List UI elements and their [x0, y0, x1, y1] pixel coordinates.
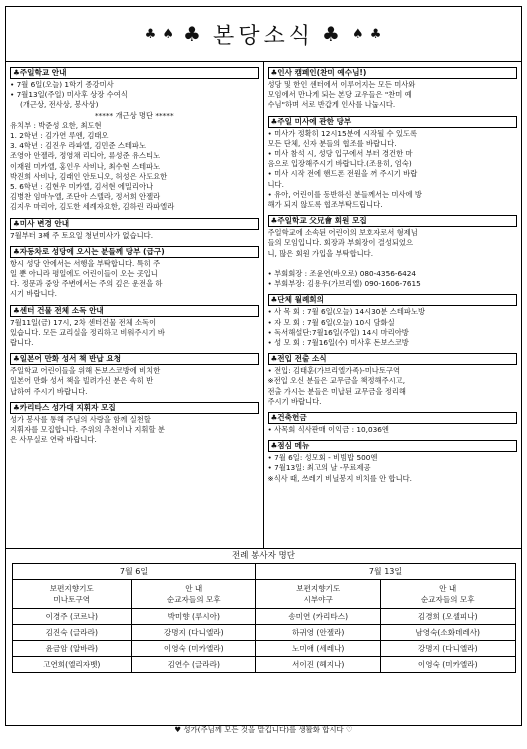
section-line: (개근상, 전사상, 봉사상) [20, 100, 99, 110]
news-columns [6, 61, 521, 548]
volunteer-date-1: 7월 6일 [12, 564, 256, 580]
section-line: 일 뿐 아니라 평일에도 어린이들이 오는 곳입니 [10, 269, 158, 279]
section-events [268, 294, 518, 351]
volunteer-header-line: 안 내 [185, 584, 203, 593]
section-title: ♣일본어 만화 성서 책 반납 요청 [10, 353, 259, 365]
section-line: 유치부 : 박준성 요한, 최도현 [10, 120, 102, 130]
section-spacer [10, 348, 259, 351]
right-column [264, 62, 522, 548]
left-column [6, 62, 264, 548]
title-club-icon: ♣ [183, 22, 205, 46]
bulletin-title [6, 7, 521, 61]
section-line: • 미사가 정확히 12시15분에 시작될 수 있도록 [267, 128, 418, 138]
section-title: ♣점심 메뉴 [268, 440, 518, 452]
section-spacer [10, 241, 259, 244]
volunteer-cell: 강명지 (다니엘라) [132, 625, 256, 641]
footer-slogan: ♥ 성가(주님께 모든 것을 맡깁니다)를 생활화 합시다 ♡ [174, 725, 353, 734]
section-title: ♣주일학교 안내 [10, 67, 259, 79]
section-line: 들의 모임입니다. 회장과 부회장이 결성되었으 [267, 238, 414, 248]
volunteer-header-line: 보편지향기도 [296, 584, 341, 593]
section-title: ♣주일 미사에 관한 당부 [268, 116, 518, 128]
section-sunday-mass [268, 116, 518, 214]
volunteer-row [12, 657, 515, 673]
volunteer-cell: 윤금암 (알바라) [12, 641, 132, 657]
volunteer-cell: 이경주 (코르나) [12, 609, 132, 625]
section-line: • 7월 6일(오늘) 1학기 종강미사 [10, 80, 114, 89]
section-line: 일본어 만화 성서 책을 빌려가신 분은 속히 반 [10, 376, 154, 386]
section-line: ※전입 오신 분들은 교무금을 책정해주시고, [267, 376, 406, 386]
section-bible [10, 353, 259, 400]
section-line: 시기 바랍니다. [10, 289, 57, 299]
section-joseph [268, 215, 518, 292]
volunteer-header-line: 미나토구역 [53, 595, 91, 604]
section-spacer [10, 445, 259, 448]
section-line: 이재원 미카엘, 홍인우 사비나, 최수현 스테파노 [10, 161, 161, 171]
section-spacer [268, 210, 518, 213]
section-line: 5. 6학년 : 김현우 미카엘, 김서현 에밀리아나 [10, 182, 154, 192]
section-line: 니다. [267, 179, 284, 189]
volunteer-list-title: 전례 봉사자 명단 [6, 548, 521, 563]
section-title: ♣주일학교 父兄會 회원 모집 [268, 215, 518, 227]
section-caritas [10, 402, 259, 449]
section-line: ***** 개근상 명단 ***** [94, 110, 174, 120]
section-line: • 7월13일(주일) 미사후 상장 수여식 [10, 90, 128, 100]
title-decoration-right: ♠ ♣ [351, 26, 383, 42]
volunteer-cell: 이영숙 (미카엘라) [380, 657, 515, 673]
section-line: • 독서해설단:7월16일(주일) 14시 마리아방 [267, 327, 409, 337]
section-line: 7월11일(금) 17시, 2차 센터건물 전체 소독이 [10, 317, 157, 327]
section-line: 니, 많은 회원 가입을 부탁합니다. [267, 248, 374, 258]
section-meal [268, 440, 518, 487]
section-line: 은 사무실로 연락 바랍니다. [10, 435, 97, 445]
section-line: 성당 및 한인 센터에서 이루어지는 모든 미사와 [267, 80, 416, 89]
volunteer-cell: 하귀영 (안젤라) [256, 625, 380, 641]
section-line: 수님"하며 서로 반갑게 인사를 나눕시다. [267, 100, 396, 110]
section-obituary [268, 353, 518, 410]
section-parking [10, 246, 259, 303]
section-line: • 사 목 회 : 7월 6일(오늘) 14시30분 스테파노방 [267, 307, 426, 317]
section-line: 주시기 바랍니다. [267, 396, 322, 406]
section-line: 다. 정문과 중앙 주변에서는 주의 깊은 운전을 하 [10, 279, 163, 289]
section-line: 3. 4학년 : 김진우 라파엘, 김민준 스테파노 [10, 141, 147, 151]
volunteer-header-cell [12, 580, 132, 609]
section-spacer [268, 435, 518, 438]
volunteer-header-cell [380, 580, 515, 609]
section-line: • 미사 참석 시, 성당 입구에서 부터 경건한 마 [267, 149, 413, 159]
section-title: ♣건축헌금 [268, 412, 518, 424]
section-line: 7월부터 3째 주 토요일 청년미사가 없습니다. [10, 230, 154, 240]
section-title: ♣인사 캠페인(찬미 예수님!) [268, 67, 518, 79]
volunteer-cell: 노미애 (세레나) [256, 641, 380, 657]
section-line: • 전입: 김태훈(가브리엘가족)-미나토구역 [267, 366, 401, 376]
section-spacer [10, 397, 259, 400]
section-line: 김지우 마리아, 김도한 세례자요한, 김하린 라파엘라 [10, 202, 175, 212]
section-spacer [10, 300, 259, 303]
volunteer-cell: 남영숙(소화데레사) [380, 625, 515, 641]
volunteer-cell: 박미향 (루시아) [132, 609, 256, 625]
title-text: 본당소식 [212, 23, 314, 49]
section-donation [268, 412, 518, 438]
section-title: ♣센터 건물 전체 소독 안내 [10, 305, 259, 317]
section-spacer [268, 348, 518, 351]
section-line: 납하여 주시기 바랍니다. [10, 386, 88, 396]
section-line: • 부회회장 : 조윤연(바오로) 080-4356-6424 [267, 269, 417, 279]
section-line: • 7월 6일: 성모회 - 비빔밥 500엔 [267, 453, 378, 463]
section-line [268, 259, 518, 269]
volunteer-header-line: 순교자들의 모후 [420, 595, 475, 604]
title-decoration-left: ♣ ♠ [144, 26, 176, 42]
volunteer-cell: 서이진 (헤지나) [256, 657, 380, 673]
section-title: ♣단체 월례회의 [268, 294, 518, 306]
section-line: 지휘자를 모집합니다. 주위의 추천이나 지휘할 분 [10, 425, 165, 435]
section-spacer [268, 484, 518, 487]
section-mass-change [10, 218, 259, 244]
volunteer-header-line: 시부야구 [303, 595, 333, 604]
section-spacer [268, 407, 518, 410]
section-title: ♣카리타스 성가대 지휘자 모집 [10, 402, 259, 414]
volunteer-cell: 김경희 (오셀피나) [380, 609, 515, 625]
section-line: 있습니다. 모든 교리실을 정리하고 비워주시기 바 [10, 327, 165, 337]
volunteer-header-line: 순교자들의 모후 [166, 595, 221, 604]
section-line: 모임에서 만나게 되는 본당 교우들은 "찬미 예 [267, 90, 412, 100]
section-line: • 자 모 회 : 7월 6일(오늘) 10시 담화실 [267, 317, 395, 327]
section-line: • 사목회 식사판매 이익금 : 10,036엔 [267, 425, 389, 435]
section-spacer [10, 213, 259, 216]
volunteer-header-line: 안 내 [439, 584, 457, 593]
section-line: 조영아 안젤라, 정영채 리디아, 류성준 유스티노 [10, 151, 161, 161]
volunteer-date-2: 7월 13일 [256, 564, 515, 580]
section-line: 주일학교 어린이들을 위해 돈보스코방에 비치한 [10, 366, 161, 376]
section-spacer [268, 289, 518, 292]
section-line: 성가 봉사를 통해 주님의 사랑을 함께 실천할 [10, 414, 151, 424]
section-line: • 부회부장: 김용우(가브리엘) 090-1606-7615 [267, 279, 421, 289]
section-line: ※식사 때, 쓰레기 비닐봉지 비치를 안 합니다. [267, 473, 412, 483]
section-line: • 미사 시작 전에 핸드폰 전원을 꺼 주시기 바랍 [267, 169, 418, 179]
section-line: • 성 모 회 : 7월16일(수) 미사후 돈보스코방 [267, 338, 409, 348]
volunteer-header-line: 보편지향기도 [49, 584, 94, 593]
volunteer-cell: 강명지 (다니엘라) [380, 641, 515, 657]
section-line: • 7월13일: 최고의 날 -무료제공 [267, 463, 371, 473]
section-line: 김병찬 임마누엘, 조단아 스텔라, 정서희 안젤라 [10, 192, 161, 202]
volunteer-cell: 김연수 (글라라) [132, 657, 256, 673]
volunteer-table [12, 563, 516, 673]
section-title: ♣자동차로 성당에 오시는 분들께 당부 (급구) [10, 246, 259, 258]
section-spacer [268, 111, 518, 114]
volunteer-row [12, 625, 515, 641]
section-line: • 유아, 어린이를 동반하신 분들께서는 미사에 방 [267, 189, 422, 199]
section-line: 해가 되지 않도록 협조부탁드립니다. [267, 200, 383, 210]
section-line: 랍니다. [10, 338, 34, 348]
section-line: 음으로 입장해주시기 바랍니다.(조용히, 엄숙) [267, 159, 412, 169]
section-line: 박진희 사비나, 김래인 안토니오, 허성은 사도요한 [10, 171, 168, 181]
section-line: 주일학교에 소속된 어린이의 보호자로서 형제님 [267, 228, 418, 238]
section-line: 전출 가시는 분들은 미납된 교무금을 정리해 [267, 386, 406, 396]
section-personnel [268, 67, 518, 114]
section-line: 항시 성당 안에서는 서행을 부탁합니다. 특히 주 [10, 258, 161, 268]
volunteer-cell: 이영숙 (미카엘라) [132, 641, 256, 657]
volunteer-header-cell [132, 580, 256, 609]
volunteer-cell: 김진숙 (글라라) [12, 625, 132, 641]
section-title: ♣전입 전출 소식 [268, 353, 518, 365]
section-sunday-school [10, 67, 259, 216]
volunteer-row [12, 609, 515, 625]
section-title: ♣미사 변경 안내 [10, 218, 259, 230]
section-line: 1. 2학년 : 김가연 루엔, 김태오 [10, 131, 109, 141]
bulletin-page [5, 6, 522, 726]
section-line: 모든 단체, 신자 분들의 협조를 바랍니다. [267, 138, 397, 148]
title-club-icon-right: ♣ [322, 22, 344, 46]
volunteer-header-cell [256, 580, 380, 609]
volunteer-row [12, 641, 515, 657]
section-center [10, 305, 259, 352]
volunteer-cell: 송미연 (카리타스) [256, 609, 380, 625]
volunteer-cell: 고연희(엘리자벳) [12, 657, 132, 673]
